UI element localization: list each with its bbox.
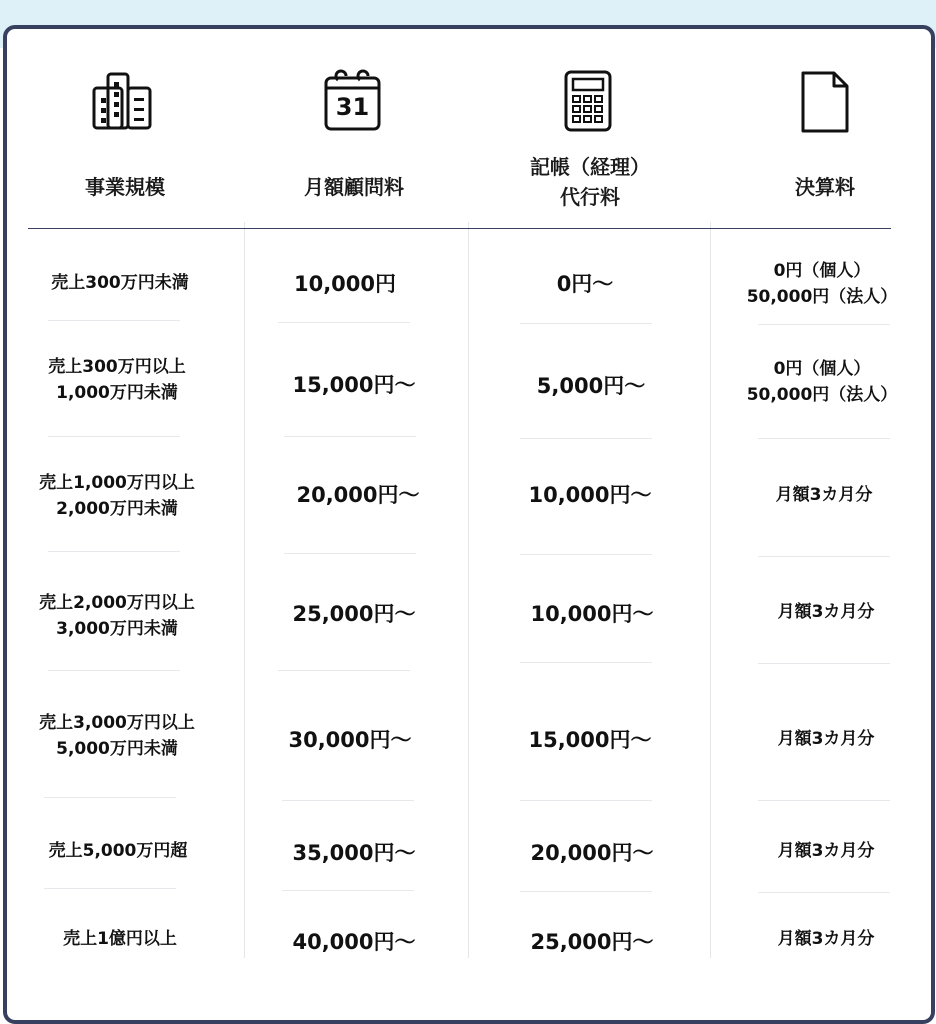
row-separator xyxy=(48,670,180,671)
row-separator xyxy=(48,436,180,437)
row-3-settlement: 月額3カ月分 xyxy=(775,485,873,505)
row-separator xyxy=(758,800,890,801)
row-5-settlement: 月額3カ月分 xyxy=(777,729,875,749)
row-separator xyxy=(48,551,180,552)
row-4-settlement: 月額3カ月分 xyxy=(777,602,875,622)
column-divider xyxy=(468,222,469,958)
row-1-scale: 売上300万円未満 xyxy=(51,273,189,293)
row-2-scale: 売上300万円以上 1,000万円未満 xyxy=(48,357,186,403)
row-6-bookkeeping: 20,000円～ xyxy=(530,841,654,865)
row-separator xyxy=(284,553,416,554)
row-1-bookkeeping: 0円～ xyxy=(556,272,614,296)
row-4-bookkeeping: 10,000円～ xyxy=(530,602,654,626)
row-separator xyxy=(282,800,414,801)
row-separator xyxy=(758,663,890,664)
row-3-bookkeeping: 10,000円～ xyxy=(528,483,652,507)
row-6-scale: 売上5,000万円超 xyxy=(48,841,188,861)
row-separator xyxy=(758,892,890,893)
row-6-monthly: 35,000円～ xyxy=(292,841,416,865)
header-monthly-fee: 月額顧問料 xyxy=(304,175,404,199)
row-separator xyxy=(758,438,890,439)
header-settlement-fee: 決算料 xyxy=(795,175,855,199)
row-1-settlement: 0円（個人） 50,000円（法人） xyxy=(746,261,898,307)
row-2-settlement: 0円（個人） 50,000円（法人） xyxy=(746,359,898,405)
header-scale: 事業規模 xyxy=(85,175,165,199)
row-separator xyxy=(520,438,652,439)
header-underline xyxy=(28,228,891,229)
row-4-monthly: 25,000円～ xyxy=(292,602,416,626)
row-7-monthly: 40,000円～ xyxy=(292,930,416,954)
row-7-settlement: 月額3カ月分 xyxy=(777,929,875,949)
calendar-day: 31 xyxy=(335,93,370,121)
column-divider xyxy=(244,222,245,958)
row-separator xyxy=(520,891,652,892)
row-separator xyxy=(44,888,176,889)
calendar-icon xyxy=(324,66,382,132)
row-4-scale: 売上2,000万円以上 3,000万円未満 xyxy=(39,593,195,639)
header-bookkeeping-fee: 記帳（経理） 代行料 xyxy=(530,155,650,209)
row-separator xyxy=(284,436,416,437)
row-2-monthly: 15,000円～ xyxy=(292,373,416,397)
row-7-bookkeeping: 25,000円～ xyxy=(530,930,654,954)
row-3-scale: 売上1,000万円以上 2,000万円未満 xyxy=(39,473,195,519)
row-separator xyxy=(520,554,652,555)
row-3-monthly: 20,000円～ xyxy=(296,483,420,507)
column-divider xyxy=(710,222,711,958)
row-7-scale: 売上1億円以上 xyxy=(63,929,177,949)
row-separator xyxy=(48,320,180,321)
row-separator xyxy=(520,800,652,801)
row-separator xyxy=(758,556,890,557)
row-6-settlement: 月額3カ月分 xyxy=(777,841,875,861)
row-separator xyxy=(758,324,890,325)
building-icon xyxy=(92,72,154,130)
row-separator xyxy=(44,797,176,798)
row-5-bookkeeping: 15,000円～ xyxy=(528,728,652,752)
row-separator xyxy=(282,890,414,891)
row-2-bookkeeping: 5,000円～ xyxy=(536,374,646,398)
row-5-scale: 売上3,000万円以上 5,000万円未満 xyxy=(39,713,195,759)
row-separator xyxy=(278,670,410,671)
row-separator xyxy=(520,662,652,663)
calculator-icon xyxy=(564,70,612,132)
row-1-monthly: 10,000円 xyxy=(293,272,397,296)
document-icon xyxy=(800,70,850,134)
row-separator xyxy=(278,322,410,323)
row-5-monthly: 30,000円～ xyxy=(288,728,412,752)
row-separator xyxy=(520,323,652,324)
